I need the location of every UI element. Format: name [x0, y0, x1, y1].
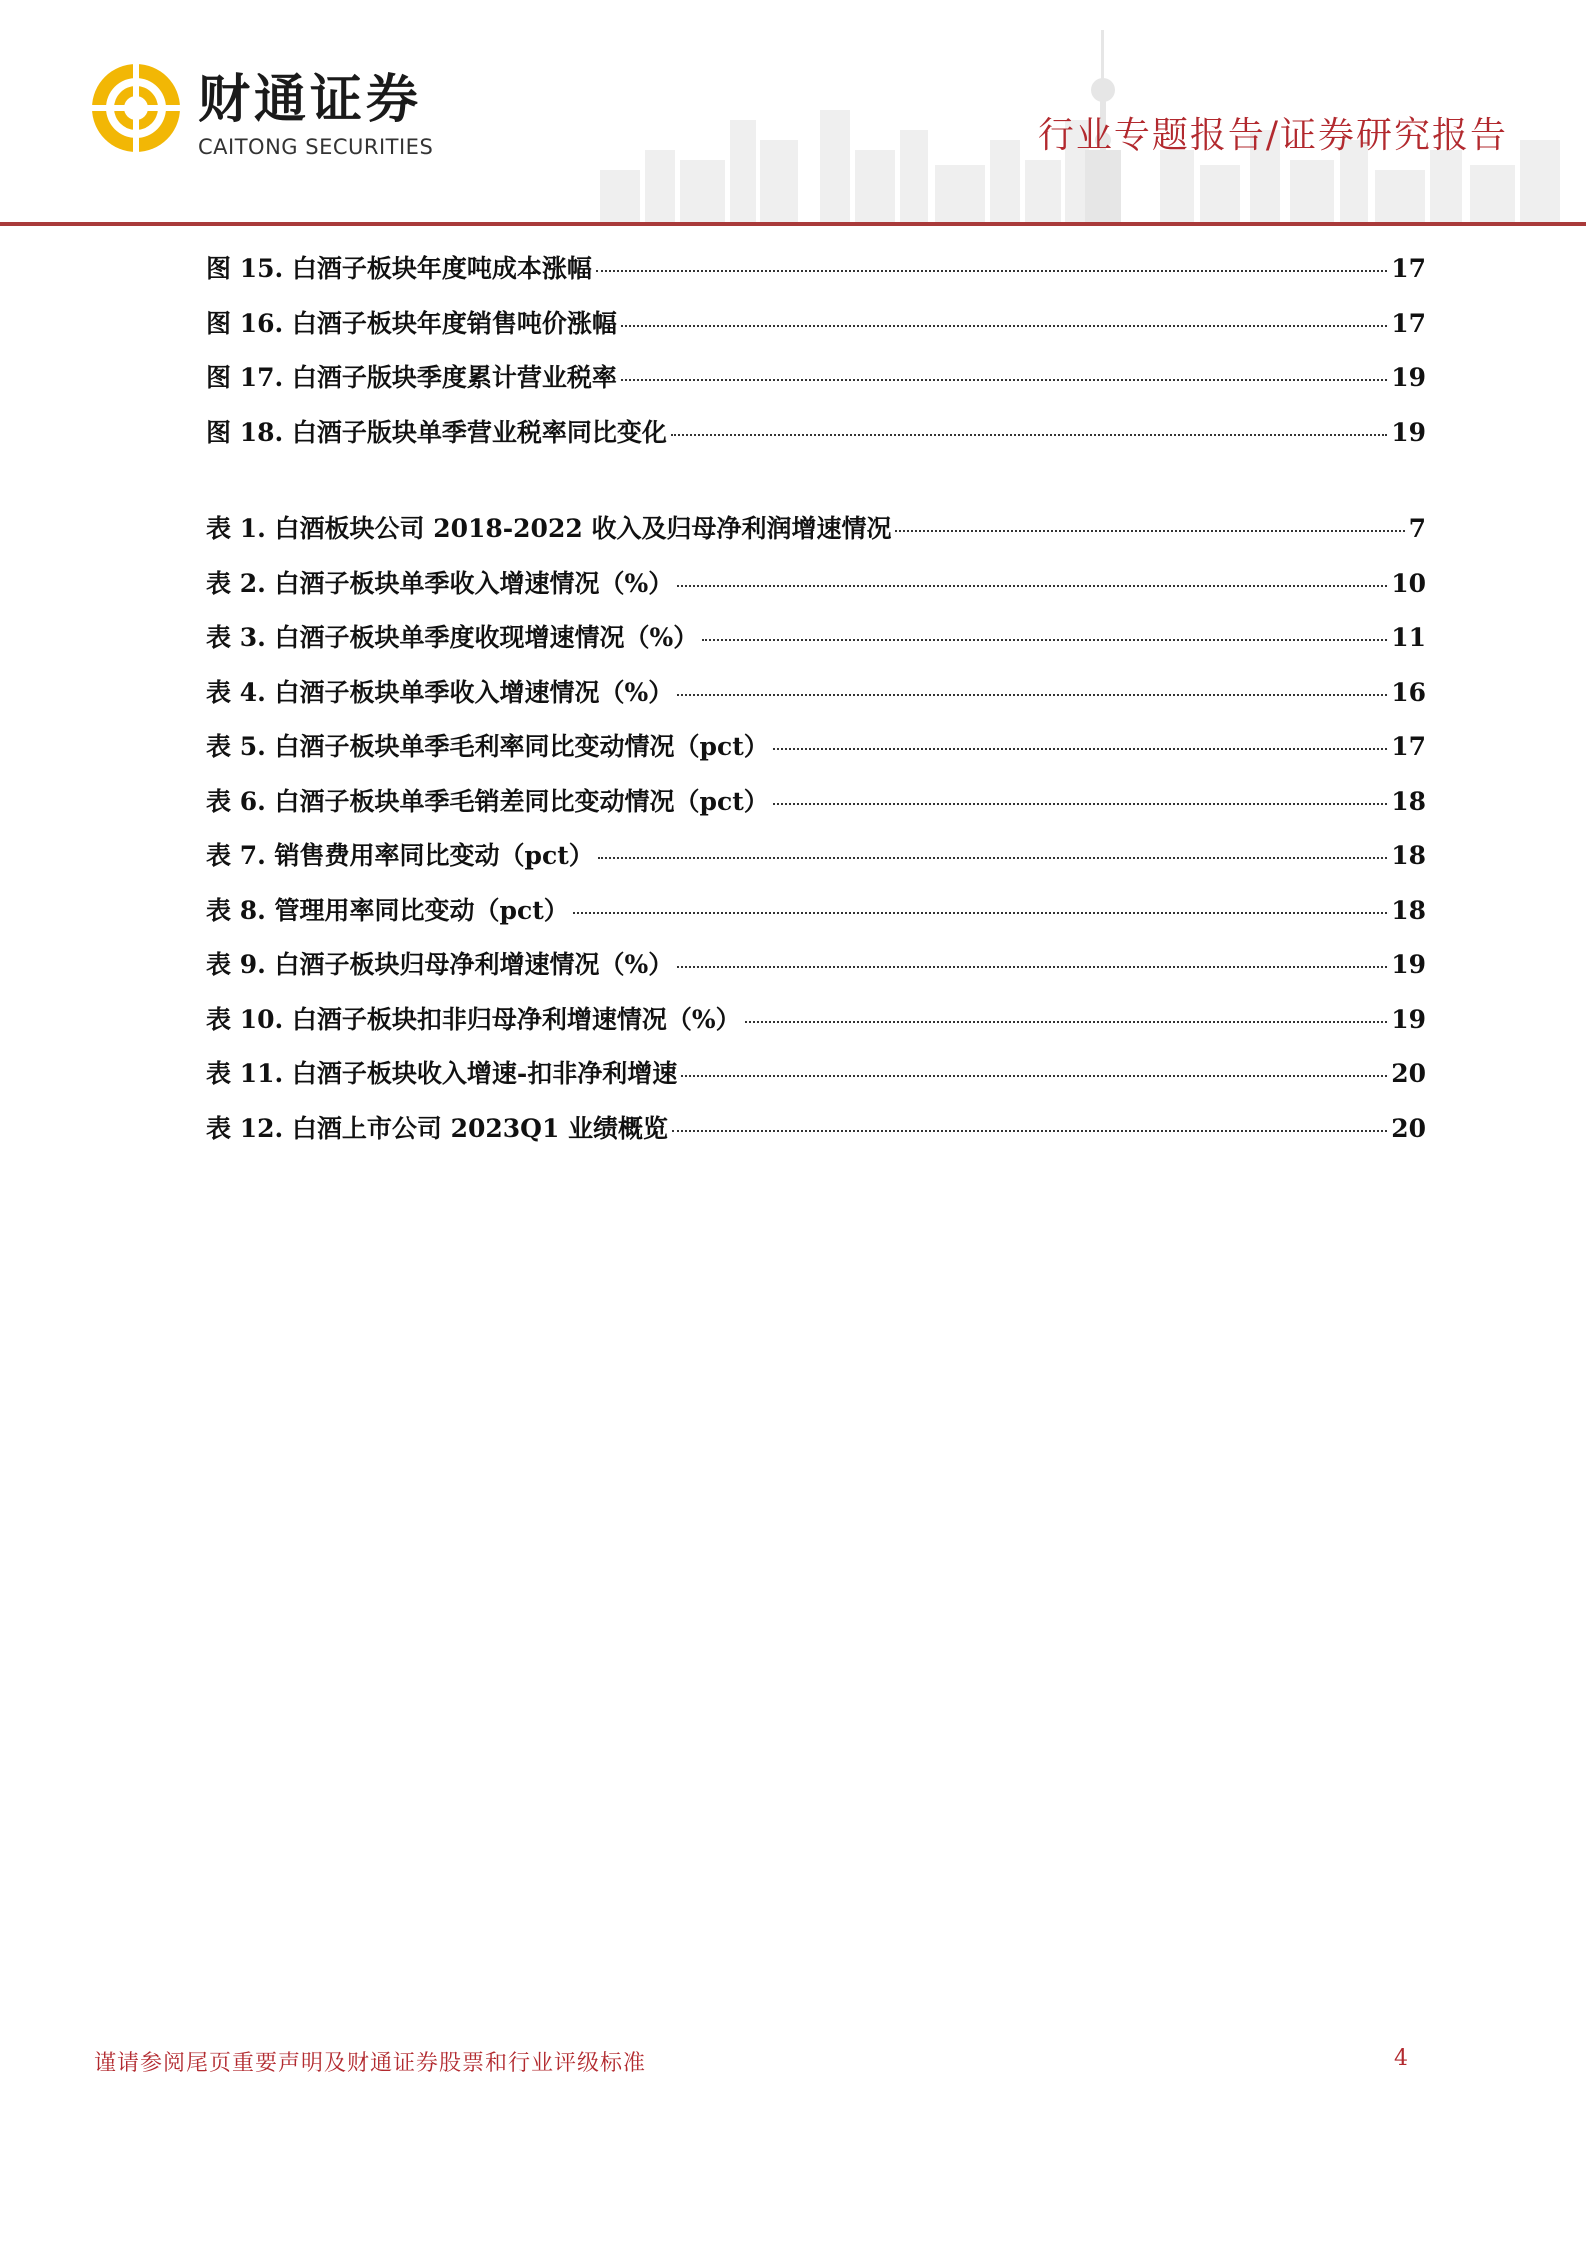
toc-entry-page: 20 [1391, 1059, 1426, 1088]
table-of-contents [206, 242, 1426, 1156]
toc-leader-dots [677, 694, 1387, 696]
toc-entry-label: 表 1. 白酒板块公司 2018-2022 收入及归母净利润增速情况 [206, 514, 892, 543]
toc-entry-label: 表 5. 白酒子板块单季毛利率同比变动情况（pct） [206, 732, 769, 761]
toc-entry-page: 7 [1408, 514, 1426, 543]
toc-entry-table[interactable] [206, 611, 1426, 666]
toc-leader-dots [573, 912, 1387, 914]
toc-entry-figure[interactable] [206, 406, 1426, 461]
toc-entry-table[interactable] [206, 993, 1426, 1048]
toc-entry-page: 19 [1391, 950, 1426, 979]
toc-entry-page: 20 [1391, 1113, 1426, 1143]
brand-name-en: CAITONG SECURITIES [198, 135, 434, 159]
toc-entry-label: 图 16. 白酒子板块年度销售吨价涨幅 [206, 308, 617, 338]
toc-entry-page: 11 [1391, 623, 1426, 652]
toc-entry-table[interactable] [206, 884, 1426, 939]
toc-entry-page: 17 [1391, 254, 1426, 283]
toc-entry-label: 图 17. 白酒子版块季度累计营业税率 [206, 363, 617, 392]
toc-leader-dots [621, 379, 1387, 381]
toc-entry-label: 表 12. 白酒上市公司 2023Q1 业绩概览 [206, 1113, 669, 1143]
toc-entry-table[interactable] [206, 775, 1426, 830]
toc-entry-page: 10 [1391, 568, 1426, 598]
toc-entry-table[interactable] [206, 1047, 1426, 1102]
report-type-label: 行业专题报告/证券研究报告 [1037, 115, 1508, 156]
toc-entry-label: 表 8. 管理用率同比变动（pct） [206, 895, 569, 925]
footer-disclaimer: 谨请参阅尾页重要声明及财通证券股票和行业评级标准 [94, 2051, 647, 2076]
footer-page-number: 4 [1394, 2046, 1408, 2071]
toc-entry-label: 图 18. 白酒子版块单季营业税率同比变化 [206, 417, 667, 447]
toc-entry-table[interactable] [206, 938, 1426, 993]
toc-leader-dots [598, 857, 1387, 859]
toc-entry-page: 19 [1391, 363, 1426, 392]
toc-leader-dots [677, 966, 1387, 968]
toc-leader-dots [702, 639, 1387, 641]
toc-leader-dots [773, 748, 1387, 750]
toc-leader-dots [681, 1075, 1387, 1077]
toc-entry-table[interactable] [206, 666, 1426, 721]
toc-entry-table[interactable] [206, 720, 1426, 775]
toc-entry-label: 表 6. 白酒子板块单季毛销差同比变动情况（pct） [206, 786, 769, 816]
toc-leader-dots [677, 585, 1387, 587]
toc-entry-page: 19 [1391, 1004, 1426, 1034]
toc-leader-dots [621, 325, 1387, 327]
page-header [0, 0, 1586, 230]
toc-entry-label: 表 3. 白酒子板块单季度收现增速情况（%） [206, 623, 699, 652]
toc-entry-page: 17 [1391, 308, 1426, 338]
toc-entry-label: 表 2. 白酒子板块单季收入增速情况（%） [206, 568, 674, 598]
toc-entry-figure[interactable] [206, 351, 1426, 406]
toc-entry-label: 表 4. 白酒子板块单季收入增速情况（%） [206, 677, 674, 707]
toc-entry-page: 17 [1391, 732, 1426, 761]
toc-entry-table[interactable] [206, 502, 1426, 557]
figure-list [206, 242, 1426, 460]
toc-entry-page: 18 [1391, 841, 1426, 870]
toc-entry-figure[interactable] [206, 242, 1426, 297]
table-list [206, 502, 1426, 1156]
toc-entry-page: 16 [1391, 677, 1426, 707]
toc-leader-dots [895, 530, 1404, 532]
toc-entry-page: 18 [1391, 786, 1426, 816]
brand-name-cn: 财通证券 [198, 70, 423, 130]
toc-leader-dots [671, 434, 1387, 436]
toc-entry-label: 表 7. 销售费用率同比变动（pct） [206, 841, 594, 870]
toc-entry-table[interactable] [206, 557, 1426, 612]
toc-leader-dots [672, 1130, 1387, 1132]
toc-entry-label: 图 15. 白酒子板块年度吨成本涨幅 [206, 254, 592, 283]
header-divider [0, 222, 1586, 226]
toc-leader-dots [596, 270, 1387, 272]
toc-entry-page: 19 [1391, 417, 1426, 447]
toc-leader-dots [773, 803, 1387, 805]
toc-leader-dots [745, 1021, 1388, 1023]
toc-entry-label: 表 10. 白酒子板块扣非归母净利增速情况（%） [206, 1004, 741, 1034]
section-gap [206, 460, 1426, 502]
toc-entry-table[interactable] [206, 829, 1426, 884]
caitong-logo-icon [88, 60, 184, 156]
toc-entry-label: 表 11. 白酒子板块收入增速-扣非净利增速 [206, 1059, 678, 1088]
toc-entry-page: 18 [1391, 895, 1426, 925]
toc-entry-figure[interactable] [206, 297, 1426, 352]
toc-entry-table[interactable] [206, 1102, 1426, 1157]
toc-entry-label: 表 9. 白酒子板块归母净利增速情况（%） [206, 950, 674, 979]
